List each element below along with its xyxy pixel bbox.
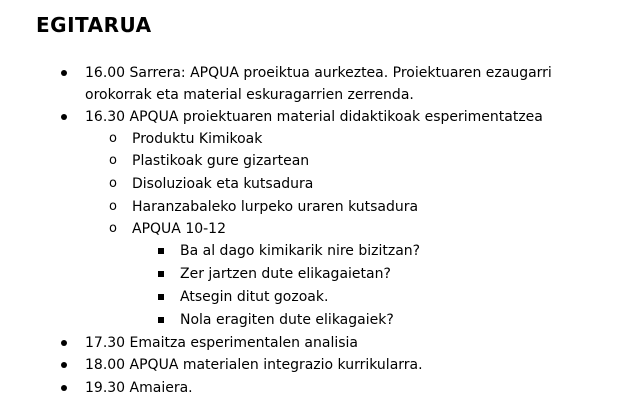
sub-item-3: Disoluzioak eta kutsadura bbox=[132, 176, 314, 192]
square-bullet-icon bbox=[158, 317, 164, 323]
agenda-item-3: 17.30 Emaitza esperimentalen analisia bbox=[85, 335, 358, 351]
sub-item-1: Produktu Kimikoak bbox=[132, 131, 263, 147]
agenda-item-1-line-1: 16.00 Sarrera: APQUA proeiktua aurkeztea. Proiektuaren ezaugarri bbox=[85, 65, 552, 81]
circle-bullet-icon: o bbox=[109, 199, 117, 214]
bullet-icon bbox=[61, 362, 67, 368]
sub-item-4: Haranzabaleko lurpeko uraren kutsadura bbox=[132, 199, 419, 215]
sub-sub-item-3: Atsegin ditut gozoak. bbox=[180, 289, 329, 305]
square-bullet-icon bbox=[158, 248, 164, 254]
page-title: EGITARUA bbox=[36, 13, 152, 37]
sub-item-2: Plastikoak gure gizartean bbox=[132, 153, 310, 169]
sub-sub-item-2: Zer jartzen dute elikagaietan? bbox=[180, 266, 391, 282]
square-bullet-icon bbox=[158, 271, 164, 277]
bullet-icon bbox=[61, 340, 67, 346]
circle-bullet-icon: o bbox=[109, 131, 117, 146]
circle-bullet-icon: o bbox=[109, 221, 117, 236]
square-bullet-icon bbox=[158, 294, 164, 300]
sub-item-5: APQUA 10-12 bbox=[132, 221, 226, 237]
agenda-item-1-line-2: orokorrak eta material eskuragarrien zerrenda. bbox=[85, 87, 414, 103]
bullet-icon bbox=[61, 114, 67, 120]
bullet-icon bbox=[61, 70, 67, 76]
bullet-icon bbox=[61, 385, 67, 391]
sub-sub-item-1: Ba al dago kimikarik nire bizitzan? bbox=[180, 243, 421, 259]
agenda-item-2: 16.30 APQUA proiektuaren material didaktikoak esperimentatzea bbox=[85, 109, 543, 125]
circle-bullet-icon: o bbox=[109, 176, 117, 191]
agenda-item-4: 18.00 APQUA materialen integrazio kurrikularra. bbox=[85, 357, 423, 373]
circle-bullet-icon: o bbox=[109, 153, 117, 168]
sub-sub-item-4: Nola eragiten dute elikagaiek? bbox=[180, 312, 394, 328]
agenda-item-5: 19.30 Amaiera. bbox=[85, 380, 193, 396]
